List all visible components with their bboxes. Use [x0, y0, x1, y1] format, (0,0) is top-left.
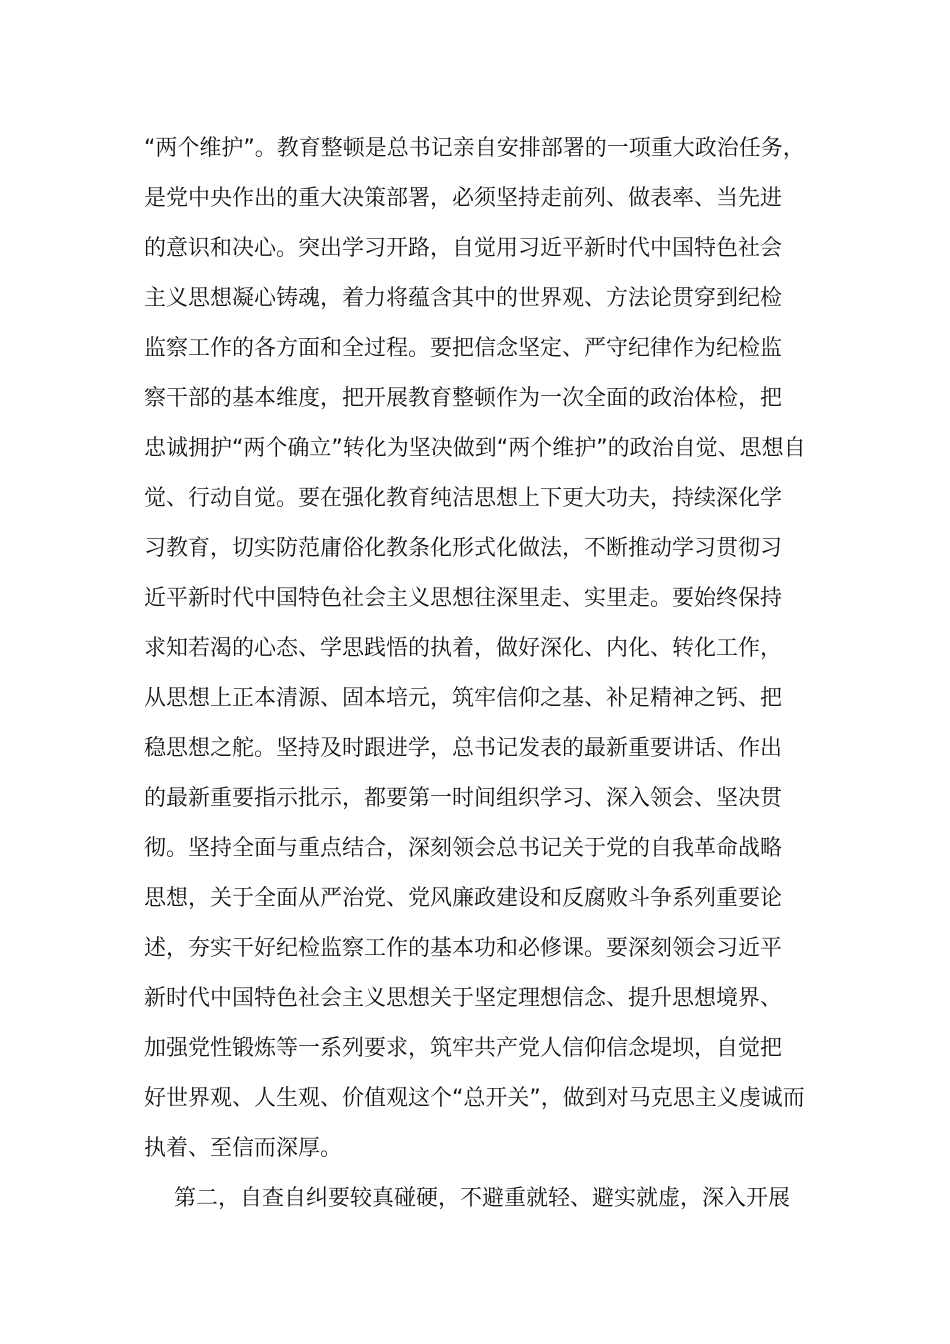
paragraph-line: 执着、至信而深厚。: [144, 1136, 343, 1161]
paragraph-line: 觉、行动自觉。要在强化教育纯洁思想上下更大功夫，持续深化学: [144, 486, 783, 511]
paragraph-line: 加强党性锻炼等一系列要求，筑牢共产党人信仰信念堤坝，自觉把: [144, 1036, 783, 1061]
paragraph-line: 的最新重要指示批示，都要第一时间组织学习、深入领会、坚决贯: [144, 786, 783, 811]
paragraph-line: 新时代中国特色社会主义思想关于坚定理想信念、提升思想境界、: [144, 986, 783, 1011]
paragraph-line: 近平新时代中国特色社会主义思想往深里走、实里走。要始终保持: [144, 586, 783, 611]
paragraph-line: 忠诚拥护“两个确立”转化为坚决做到“两个维护”的政治自觉、思想自: [144, 436, 806, 461]
paragraph-line: 习教育，切实防范庸俗化教条化形式化做法，不断推动学习贯彻习: [144, 536, 783, 561]
paragraph-start-line: 第二，自查自纠要较真碰硬，不避重就轻、避实就虚，深入开展: [174, 1186, 791, 1211]
paragraph-line: 察干部的基本维度，把开展教育整顿作为一次全面的政治体检，把: [144, 386, 783, 411]
paragraph-line: “两个维护”。教育整顿是总书记亲自安排部署的一项重大政治任务，: [144, 136, 805, 161]
paragraph-line: 好世界观、人生观、价值观这个“总开关”，做到对马克思主义虔诚而: [144, 1086, 805, 1111]
paragraph-line: 从思想上正本清源、固本培元，筑牢信仰之基、补足精神之钙、把: [144, 686, 783, 711]
paragraph-line: 稳思想之舵。坚持及时跟进学，总书记发表的最新重要讲话、作出: [144, 736, 783, 761]
paragraph-line: 述，夯实干好纪检监察工作的基本功和必修课。要深刻领会习近平: [144, 936, 783, 961]
paragraph-line: 的意识和决心。突出学习开路，自觉用习近平新时代中国特色社会: [144, 236, 783, 261]
paragraph-line: 主义思想凝心铸魂，着力将蕴含其中的世界观、方法论贯穿到纪检: [144, 286, 783, 311]
body-text: [144, 124, 824, 1224]
paragraph-line: 彻。坚持全面与重点结合，深刻领会总书记关于党的自我革命战略: [144, 836, 783, 861]
paragraph-line: 思想，关于全面从严治党、党风廉政建设和反腐败斗争系列重要论: [144, 886, 783, 911]
paragraph-line: 监察工作的各方面和全过程。要把信念坚定、严守纪律作为纪检监: [144, 336, 783, 361]
paragraph-line: 求知若渴的心态、学思践悟的执着，做好深化、内化、转化工作，: [144, 636, 783, 661]
paragraph-line: 是党中央作出的重大决策部署，必须坚持走前列、做表率、当先进: [144, 186, 783, 211]
